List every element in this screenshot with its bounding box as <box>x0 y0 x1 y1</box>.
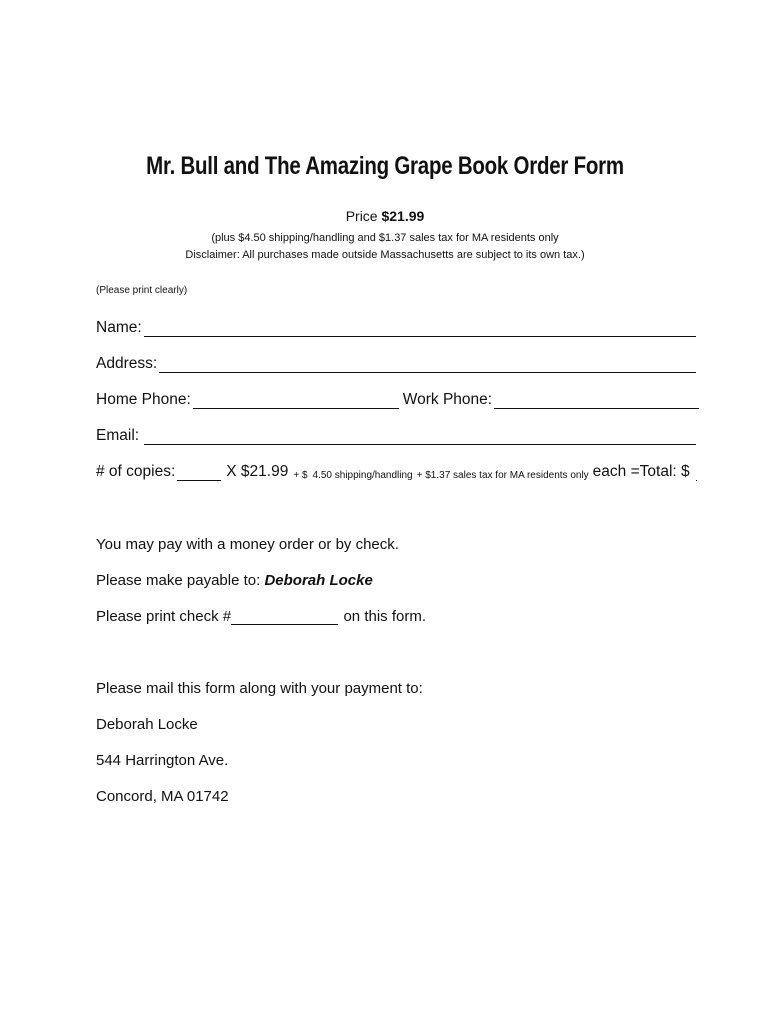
check-number-field[interactable] <box>231 610 338 625</box>
email-label: Email: <box>96 427 140 444</box>
plus-shipping-symbol: + $ <box>293 470 308 481</box>
address-field[interactable] <box>159 358 696 373</box>
form-title: Mr. Bull and The Amazing Grape Book Order Form <box>146 152 624 180</box>
unit-price: X $21.99 <box>226 463 289 480</box>
mail-city: Concord, MA 01742 <box>96 788 229 805</box>
work-phone-label: Work Phone: <box>402 391 493 408</box>
home-phone-label: Home Phone: <box>96 391 191 408</box>
copies-label: # of copies: <box>96 463 176 480</box>
tax-amount: + $1.37 sales tax for MA residents only <box>416 470 589 481</box>
name-field[interactable] <box>144 322 696 337</box>
copies-field[interactable] <box>177 466 221 481</box>
email-field[interactable] <box>144 430 696 445</box>
print-clearly-note: (Please print clearly) <box>96 285 188 296</box>
price-amount: $21.99 <box>381 208 425 224</box>
shipping-amount: 4.50 shipping/handling <box>312 470 413 481</box>
each-total-label: each =Total: $ <box>592 463 690 480</box>
price-line <box>0 208 770 224</box>
disclaimer: Disclaimer: All purchases made outside Massachusetts are subject to its own tax.) <box>185 249 585 261</box>
mail-street: 544 Harrington Ave. <box>96 752 229 769</box>
payment-method-text: You may pay with a money order or by check. <box>96 536 399 553</box>
name-row <box>96 319 696 337</box>
check-label: Please print check # <box>96 608 232 625</box>
copies-row <box>96 463 696 481</box>
address-row <box>96 355 696 373</box>
payable-label: Please make payable to: <box>96 572 261 589</box>
shipping-note: (plus $4.50 shipping/handling and $1.37 sales tax for MA residents only <box>211 232 559 244</box>
home-phone-field[interactable] <box>193 394 399 409</box>
price-label: Price <box>345 208 378 224</box>
name-label: Name: <box>96 319 142 336</box>
mail-intro: Please mail this form along with your payment to: <box>96 680 423 697</box>
address-label: Address: <box>96 355 158 372</box>
check-suffix: on this form. <box>343 608 426 625</box>
check-line <box>96 608 426 625</box>
phone-row <box>96 391 699 409</box>
email-row <box>96 427 696 445</box>
payable-line <box>96 572 373 589</box>
work-phone-field[interactable] <box>494 394 699 409</box>
mail-name: Deborah Locke <box>96 716 198 733</box>
payee-name: Deborah Locke <box>264 572 373 589</box>
